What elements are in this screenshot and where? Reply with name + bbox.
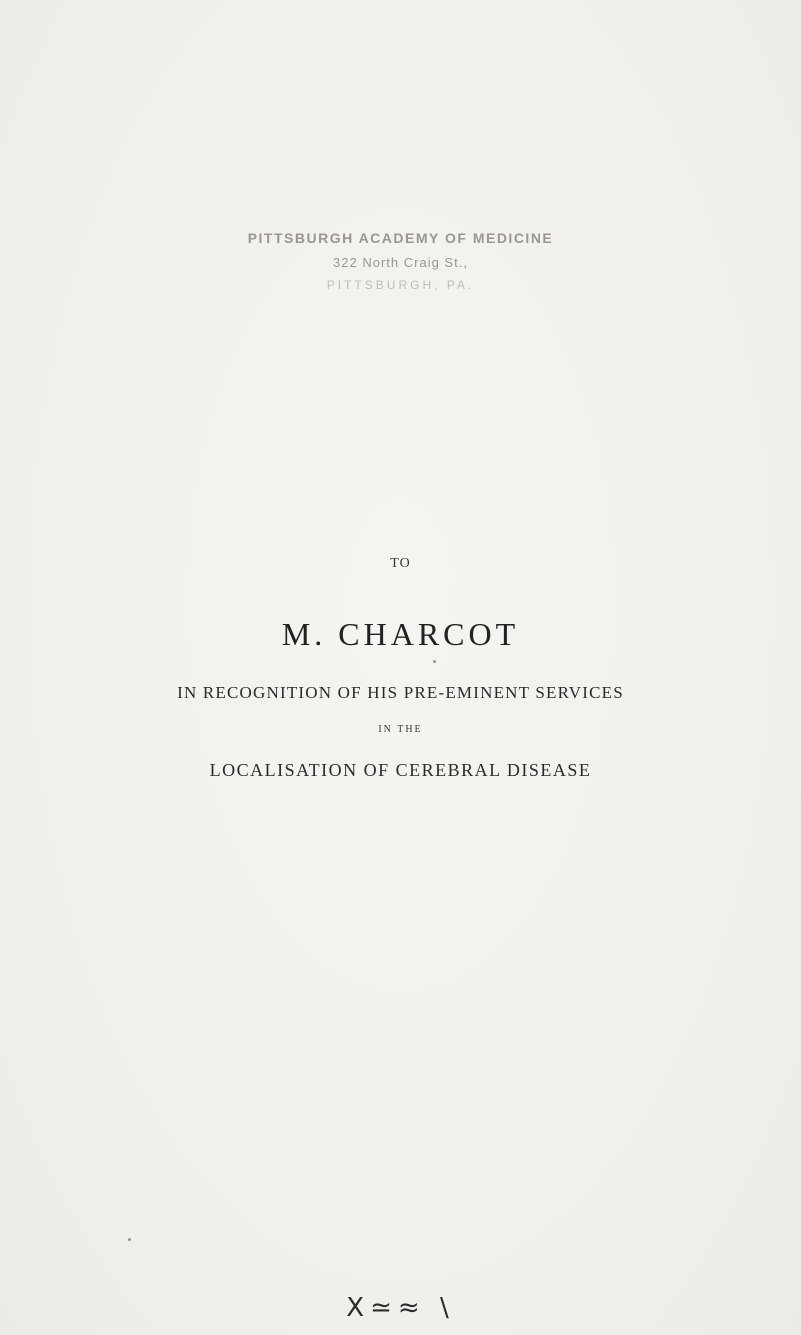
dedicatee-name: M. CHARCOT [281, 616, 520, 652]
paper-speck [433, 660, 436, 663]
paper-speck [128, 1238, 131, 1241]
library-stamp-name: PITTSBURGH ACADEMY OF MEDICINE [247, 230, 554, 246]
library-stamp-address: 322 North Craig St., [333, 255, 468, 270]
dedication-line-recognition: IN RECOGNITION OF HIS PRE-EMINENT SERVICES [177, 683, 624, 702]
dedication-line-in-the: IN THE [378, 724, 423, 735]
dedication-line-localisation: LOCALISATION OF CEREBRAL DISEASE [209, 760, 592, 780]
handwritten-shelfmark: X≃≈ \ [346, 1293, 455, 1323]
library-stamp-city: PITTSBURGH, PA. [326, 278, 475, 292]
dedication-to: TO [390, 556, 411, 571]
